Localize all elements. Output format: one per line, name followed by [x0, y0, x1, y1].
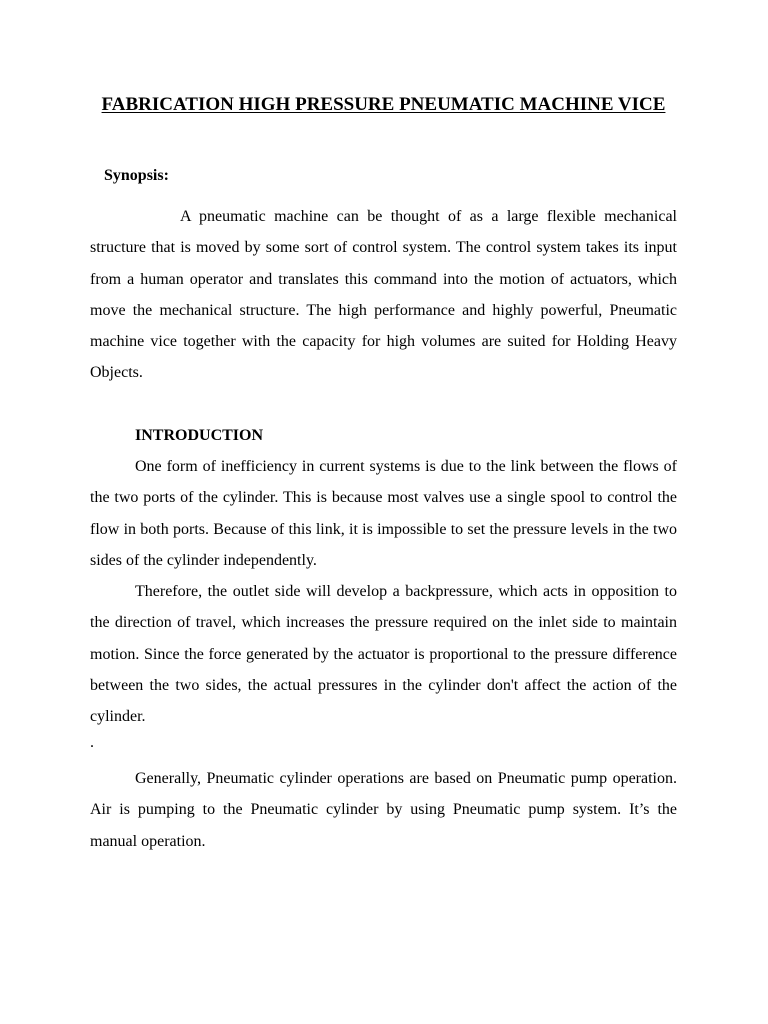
introduction-paragraph-3: Generally, Pneumatic cylinder operations are based on Pneumatic pump operation. Air is pumping to the Pneumatic cylinder by using Pneumatic pump system. It’s the manual operation.	[90, 770, 677, 850]
synopsis-paragraph: A pneumatic machine can be thought of as a large flexible mechanical structure that is moved by some sort of control system. The control system takes its input from a human operator and translates this command into the motion of actuators, which move the mechanical structure. The high performance and highly powerful, Pneumatic machine vice together with the capacity for high volumes are suited for Holding Heavy Objects.	[90, 208, 677, 382]
introduction-paragraph-2: Therefore, the outlet side will develop a backpressure, which acts in opposition to the direction of travel, which increases the pressure required on the inlet side to maintain motion. Since the force generated by the actuator is proportional to the pressure difference between the two sides, the actual pressures in the cylinder don't affect the action of the cylinder.	[90, 583, 677, 726]
synopsis-heading: Synopsis:	[104, 167, 169, 184]
introduction-heading: INTRODUCTION	[135, 427, 264, 444]
introduction-paragraph-1: One form of inefficiency in current systems is due to the link between the flows of the two ports of the cylinder. This is because most valves use a single spool to control the flow in both ports. Because of this link, it is impossible to set the pressure levels in the two sides of the cylinder independently.	[90, 458, 677, 569]
document-title: FABRICATION HIGH PRESSURE PNEUMATIC MACHINE VICE	[101, 94, 666, 115]
stray-period: .	[90, 734, 94, 751]
